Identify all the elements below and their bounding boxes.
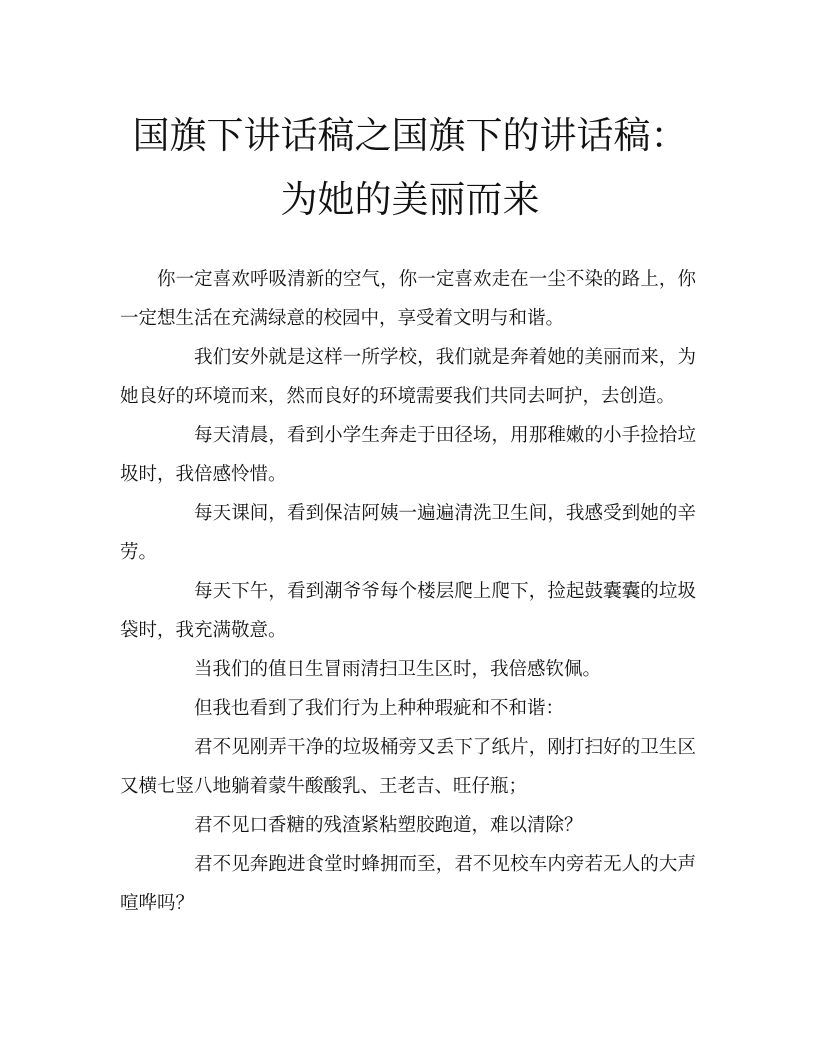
paragraph: 每天清晨，看到小学生奔走于田径场，用那稚嫩的小手捡拾垃圾时，我倍感怜惜。 (120, 425, 696, 485)
paragraph: 当我们的值日生冒雨清扫卫生区时，我倍感钦佩。 (194, 659, 602, 680)
paragraph: 你一定喜欢呼吸清新的空气，你一定喜欢走在一尘不染的路上，你一定想生活在充满绿意的校园中，享受着文明与和谐。 (120, 269, 696, 329)
document-title: 国旗下讲话稿之国旗下的讲话稿：为她的美丽而来 (132, 114, 688, 221)
paragraph: 每天下午，看到潮爷爷每个楼层爬上爬下，捡起鼓囊囊的垃圾袋时，我充满敬意。 (120, 581, 696, 641)
paragraph: 但我也看到了我们行为上种种瑕疵和不和谐： (194, 698, 565, 719)
paragraph: 君不见口香糖的残渣紧粘塑胶跑道，难以清除？ (194, 815, 583, 836)
paragraph: 君不见刚弄干净的垃圾桶旁又丢下了纸片，刚打扫好的卫生区又横七竖八地躺着蒙牛酸酸乳、王老吉、旺仔瓶； (120, 737, 696, 797)
paragraph: 君不见奔跑进食堂时蜂拥而至，君不见校车内旁若无人的大声喧哗吗？ (120, 854, 696, 914)
paragraph: 每天课间，看到保洁阿姨一遍遍清洗卫生间，我感受到她的辛劳。 (120, 503, 696, 563)
paragraph: 我们安外就是这样一所学校，我们就是奔着她的美丽而来，为她良好的环境而来，然而良好的环境需要我们共同去呵护，去创造。 (120, 347, 696, 407)
document-body (120, 260, 696, 923)
